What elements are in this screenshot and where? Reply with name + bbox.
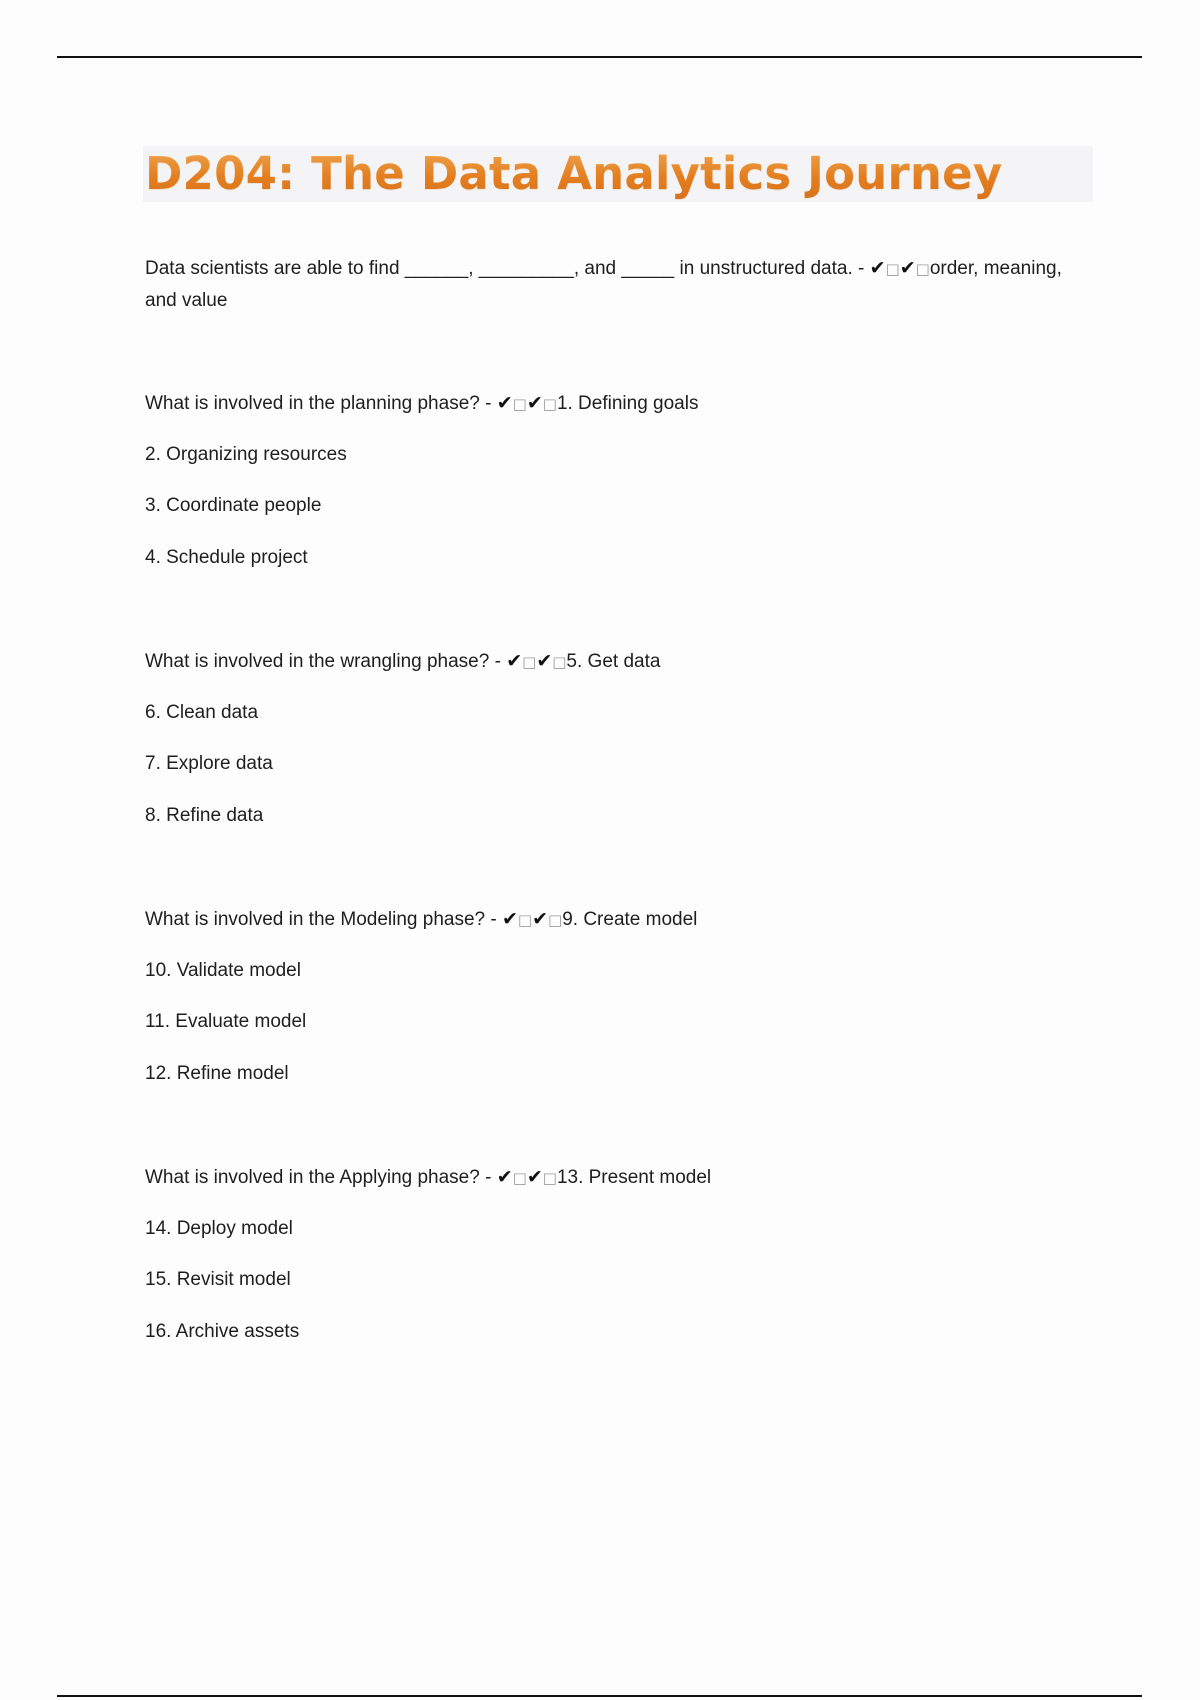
check-icon: ✔ [899,257,916,279]
answer-line: 6. Clean data [145,702,259,723]
answer-line: 3. Coordinate people [145,495,322,516]
question-line [145,252,1065,317]
answer-line: 10. Validate model [145,960,301,981]
answer-line: 15. Revisit model [145,1269,291,1290]
question-text: What is involved in the planning phase? - [145,393,497,414]
box-icon: □ [517,911,533,929]
box-icon: □ [542,395,557,413]
question-line [145,1164,711,1191]
header-rule [57,56,1142,58]
check-icon: ✔ [869,257,886,279]
box-icon: □ [915,260,930,278]
question-text: What is involved in the Applying phase? - [145,1167,497,1188]
document-title: D204: The Data Analytics Journey [145,147,1003,200]
check-icon: ✔ [506,650,523,672]
answer-line: 5. Get data [566,651,661,672]
answer-line: 2. Organizing resources [145,444,347,465]
box-icon: □ [542,1169,557,1187]
box-icon: □ [512,1169,527,1187]
check-icon: ✔ [496,1166,513,1188]
answer-line: 1. Defining goals [556,393,699,414]
check-icon: ✔ [532,908,549,930]
box-icon: □ [522,653,537,671]
box-icon: □ [548,911,563,929]
check-icon: ✔ [501,908,518,930]
question-line [145,390,698,417]
answer-line: 16. Archive assets [145,1321,300,1342]
answer-line: 14. Deploy model [145,1218,293,1239]
answer-line: 9. Create model [562,909,698,930]
question-text: What is involved in the wrangling phase? - [145,651,507,672]
question-line [145,906,697,933]
box-icon: □ [885,260,900,278]
answer-text: order, meaning, and value [145,258,1062,311]
check-icon: ✔ [496,392,513,414]
box-icon: □ [512,395,527,413]
answer-line: 13. Present model [556,1167,712,1188]
answer-line: 8. Refine data [145,805,264,826]
check-icon: ✔ [526,392,543,414]
check-icon: ✔ [526,1166,543,1188]
question-text: Data scientists are able to find ______, _________, and _____ in unstructured data. - [145,258,870,279]
question-text: What is involved in the Modeling phase? - [145,909,502,930]
answer-line: 7. Explore data [145,753,273,774]
answer-line: 12. Refine model [145,1063,289,1084]
answer-line: 4. Schedule project [145,547,308,568]
check-icon: ✔ [536,650,553,672]
footer-rule [57,1695,1142,1697]
box-icon: □ [552,653,567,671]
question-line [145,648,660,675]
answer-line: 11. Evaluate model [145,1011,307,1032]
